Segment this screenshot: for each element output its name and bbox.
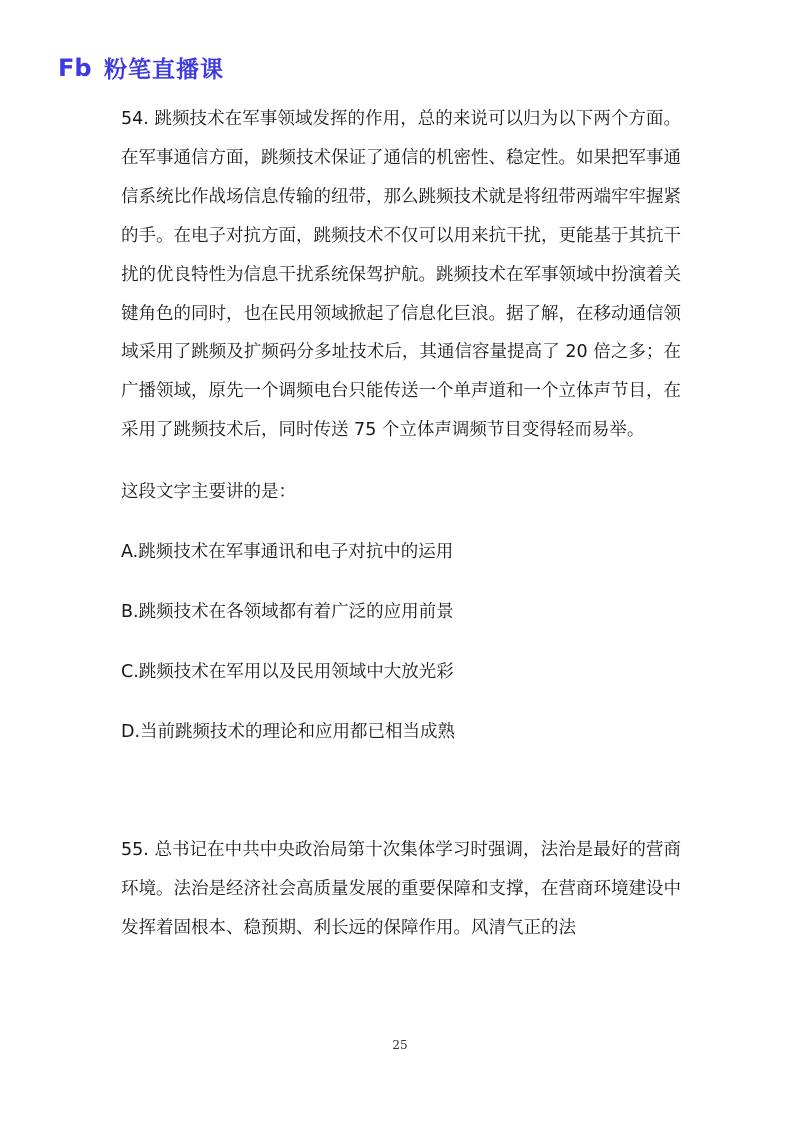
question-54-text: 54. 跳频技术在军事领域发挥的作用，总的来说可以归为以下两个方面。在军事通信方面，跳频技术保证了通信的机密性、稳定性。如果把军事通信系统比作战场信息传输的纽带，那么跳频技术就是将纽带两端牢牢握紧的手。在电子对抗方面，跳频技术不仅可以用来抗干扰，更能基于其抗干扰的优良特性为信息干扰系统保驾护航。跳频技术在军事领域中扮演着关键角色的同时，也在民用领域掀起了信息化巨浪。据了解，在移动通信领域采用了跳频及扩频码分多址技术后，其通信容量提高了 20 倍之多；在广播领域，原先一个调频电台只能传送一个单声道和一个立体声节目，在采用了跳频技术后，同时传送 75 个立体声调频节目变得轻而易举。 <box>121 109 681 441</box>
option-d: D.当前跳频技术的理论和应用都已相当成熟 <box>121 721 456 742</box>
option-c: C.跳频技术在军用以及民用领域中大放光彩 <box>121 661 454 682</box>
question-54-options <box>121 533 681 752</box>
brand-name: 粉笔直播课 <box>104 56 224 83</box>
question-54-prompt: 这段文字主要讲的是： <box>121 482 296 503</box>
logo-text: Fb <box>58 54 92 80</box>
document-body <box>121 100 681 947</box>
question-55-text: 55. 总书记在中共中央政治局第十次集体学习时强调，法治是最好的营商环境。法治是经济社会高质量发展的重要保障和支撑，在营商环境建设中发挥着固根本、稳预期、利长远的保障作用。风清气正的法 <box>121 839 681 938</box>
page-number: 25 <box>392 1038 408 1052</box>
option-a: A.跳频技术在军事通讯和电子对抗中的运用 <box>121 542 454 563</box>
fenbi-logo-icon <box>58 54 98 80</box>
option-b: B.跳频技术在各领域都有着广泛的应用前景 <box>121 601 454 622</box>
page-header <box>58 52 224 82</box>
